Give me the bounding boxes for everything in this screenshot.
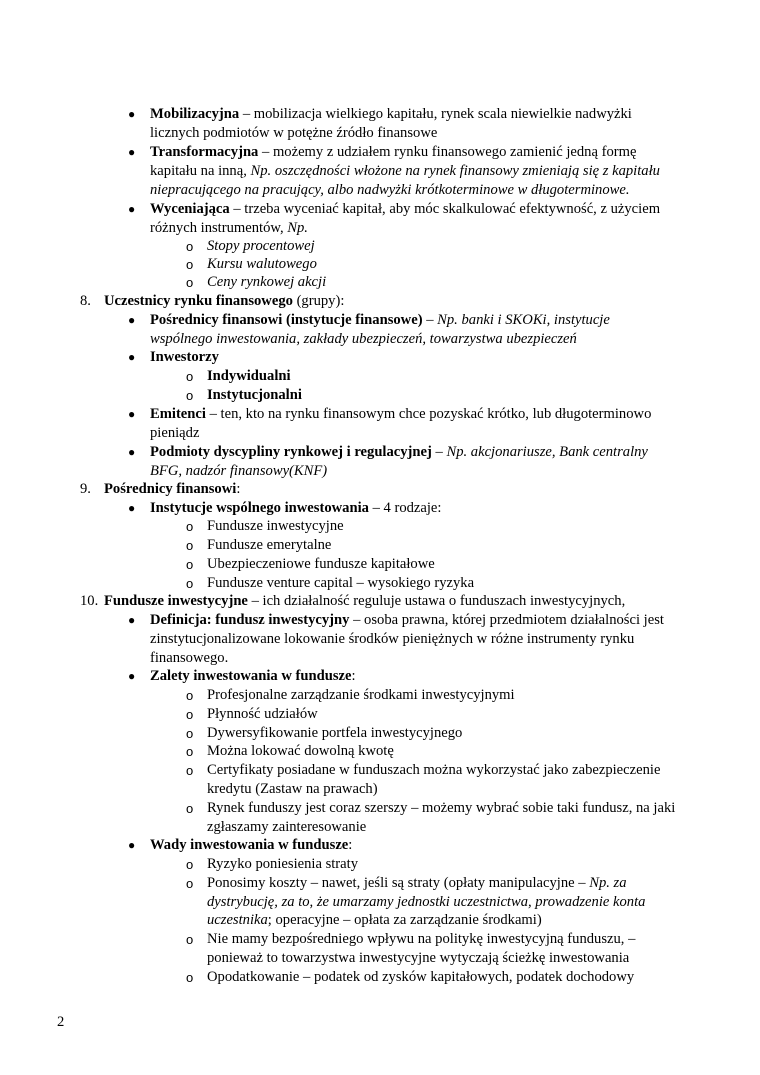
sub-item-text: zgłaszamy zainteresowanie [207,819,367,835]
sub-item-text: Indywidualni [207,368,291,384]
term-label: Wady inwestowania w fundusze [150,837,349,853]
sub-item-text: kredytu (Zastaw na prawach) [207,781,378,797]
term-label: Emitenci [150,406,206,422]
heading-text: Fundusze inwestycyjne [104,593,248,609]
sub-item-text: Dywersyfikowanie portfela inwestycyjnego [207,725,463,741]
circle-bullet-icon: o [186,970,194,985]
item-text: – mobilizacja wielkiego kapitału, rynek scala niewielkie nadwyżki [239,106,632,122]
sub-item-italic-text: uczestnika [207,912,268,928]
term-label: Instytucje wspólnego inwestowania [150,500,369,516]
item-text: : [348,837,353,853]
bullet-icon: ● [128,838,136,852]
item-text: licznych podmiotów w potężne źródło finansowe [150,125,438,141]
sub-item-text: Fundusze venture capital – wysokiego ryzyka [207,575,475,591]
item-text: – osoba prawna, której przedmiotem działalności jest [349,612,664,628]
sub-item-text: Instytucjonalni [207,387,302,403]
sub-item-text: Opodatkowanie – podatek od zysków kapitałowych, podatek dochodowy [207,969,635,985]
term-label: Definicja: fundusz inwestycyjny [150,612,350,628]
item-italic-text: – Np. akcjonariusze, Bank centralny [431,444,648,460]
sub-item-text: Ponosimy koszty – nawet, jeśli są straty (opłaty manipulacyjne – [207,875,590,891]
heading-suffix: – ich działalność reguluje ustawa o funduszach inwestycyjnych, [247,593,626,609]
circle-bullet-icon: o [186,801,194,816]
sub-item-italic-text: dystrybucję, za to, że umarzamy jednostki uczestnictwa, prowadzenie konta [207,894,646,910]
bullet-icon: ● [128,202,136,216]
item-text: – 4 rodzaje: [368,500,442,516]
bullet-icon: ● [128,350,136,364]
list-number: 10. [80,593,99,609]
item-italic-text: BFG, nadzór finansowy(KNF) [150,463,328,479]
bullet-icon: ● [128,407,136,421]
item-text: zinstytucjonalizowane lokowanie środków pieniężnych w różne instrumenty rynku [150,631,635,647]
circle-bullet-icon: o [186,275,194,290]
term-label: Inwestorzy [150,349,219,365]
bullet-icon: ● [128,107,136,121]
circle-bullet-icon: o [186,538,194,553]
circle-bullet-icon: o [186,763,194,778]
heading-suffix: (grupy): [292,293,345,309]
circle-bullet-icon: o [186,726,194,741]
item-italic-text: Np. oszczędności włożone na rynek finansowy zmieniają się z kapitału [250,163,660,179]
item-text: – trzeba wyceniać kapitał, aby móc skalkulować efektywność, z użyciem [229,201,661,217]
item-text: – możemy z udziałem rynku finansowego zamienić jedną formę [258,144,637,160]
sub-item-text: Ryzyko poniesienia straty [207,856,358,872]
circle-bullet-icon: o [186,519,194,534]
sub-item-text: Można lokować dowolną kwotę [207,743,394,759]
item-text: kapitału na inną, [150,163,251,179]
bullet-icon: ● [128,145,136,159]
sub-item-text: ; operacyjne – opłata za zarządzanie środkami) [267,912,542,928]
term-label: Mobilizacyjna [150,106,240,122]
term-label: Podmioty dyscypliny rynkowej i regulacyjnej [150,444,432,460]
sub-item-text: Stopy procentowej [207,238,315,254]
circle-bullet-icon: o [186,857,194,872]
circle-bullet-icon: o [186,576,194,591]
item-italic-text: wspólnego inwestowania, zakłady ubezpieczeń, towarzystwa ubezpieczeń [150,331,577,347]
list-number: 8. [80,293,91,309]
sub-item-text: ponieważ to towarzystwa inwestycyjne wytyczają ścieżkę inwestowania [207,950,630,966]
item-italic-text: Np. [287,220,308,236]
bullet-icon: ● [128,313,136,327]
item-italic-text: niepracującego na pracujący, albo nadwyżki krótkoterminowe w długoterminowe. [150,182,630,198]
sub-item-text: Profesjonalne zarządzanie środkami inwestycyjnymi [207,687,515,703]
circle-bullet-icon: o [186,388,194,403]
sub-item-text: Certyfikaty posiadane w funduszach można wykorzystać jako zabezpieczenie [207,762,661,778]
heading-text: Uczestnicy rynku finansowego [104,293,293,309]
list-number: 9. [80,481,91,497]
heading-text: Pośrednicy finansowi [104,481,237,497]
sub-item-text: Fundusze inwestycyjne [207,518,344,534]
circle-bullet-icon: o [186,369,194,384]
page-number: 2 [57,1014,65,1030]
circle-bullet-icon: o [186,876,194,891]
term-label: Transformacyjna [150,144,259,160]
bullet-icon: ● [128,669,136,683]
term-label: Wyceniająca [150,201,230,217]
circle-bullet-icon: o [186,557,194,572]
sub-item-text: Rynek funduszy jest coraz szerszy – możemy wybrać sobie taki fundusz, na jaki [207,800,676,816]
circle-bullet-icon: o [186,707,194,722]
circle-bullet-icon: o [186,688,194,703]
circle-bullet-icon: o [186,257,194,272]
bullet-icon: ● [128,501,136,515]
bullet-icon: ● [128,613,136,627]
bullet-icon: ● [128,445,136,459]
sub-item-text: Fundusze emerytalne [207,537,332,553]
sub-item-text: Kursu walutowego [207,256,317,272]
item-text: : [351,668,356,684]
term-label: Zalety inwestowania w fundusze [150,668,352,684]
item-text: – ten, kto na rynku finansowym chce pozyskać krótko, lub długoterminowo [205,406,652,422]
item-text: pieniądz [150,425,200,441]
circle-bullet-icon: o [186,239,194,254]
item-text: finansowego. [150,650,229,666]
circle-bullet-icon: o [186,744,194,759]
item-text: różnych instrumentów, [150,220,288,236]
item-italic-text: – Np. banki i SKOKi, instytucje [422,312,610,328]
sub-item-italic-text: Np. za [589,875,627,891]
sub-item-text: Ceny rynkowej akcji [207,274,327,290]
circle-bullet-icon: o [186,932,194,947]
sub-item-text: Płynność udziałów [207,706,318,722]
sub-item-text: Ubezpieczeniowe fundusze kapitałowe [207,556,435,572]
term-label: Pośrednicy finansowi (instytucje finansowe) [150,312,423,328]
sub-item-text: Nie mamy bezpośredniego wpływu na politykę inwestycyjną funduszu, – [207,931,636,947]
heading-suffix: : [236,481,241,497]
